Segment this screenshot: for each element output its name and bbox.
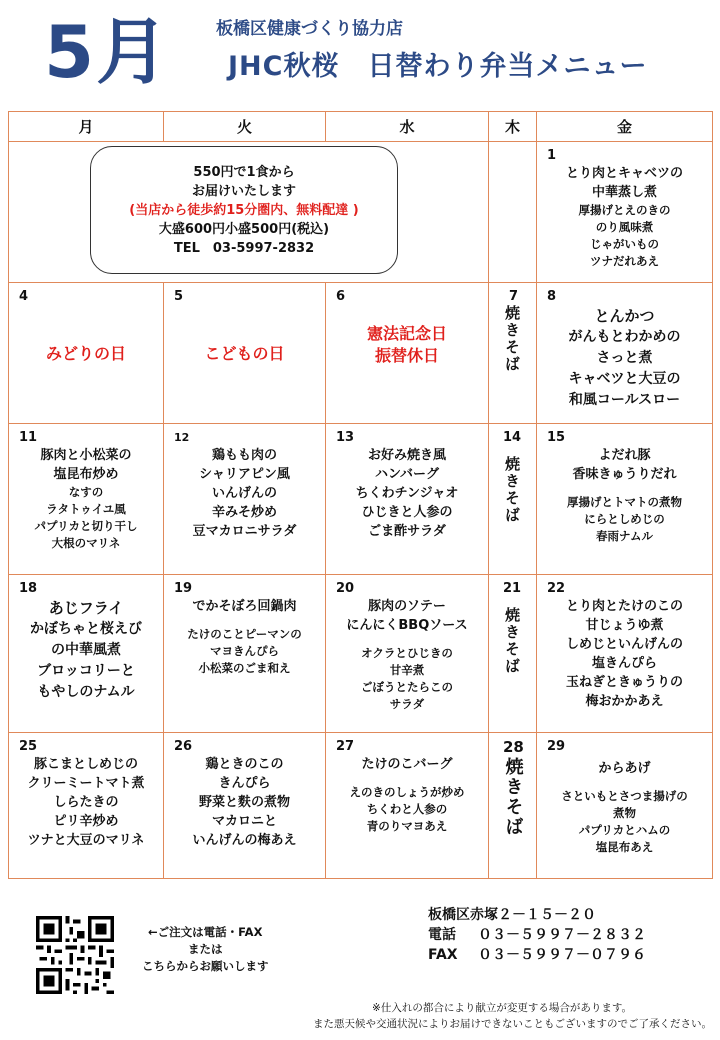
menu-item: でかそぼろ回鍋肉 <box>192 599 297 614</box>
day-menu <box>164 446 325 541</box>
day-number: 13 <box>336 430 355 445</box>
day-number: 19 <box>174 581 193 596</box>
day-number: 5 <box>174 289 184 304</box>
day-menu <box>326 597 488 713</box>
day-cell-14 <box>489 424 537 575</box>
menu-item: かぼちゃと桜えび <box>30 621 142 637</box>
order-line: または <box>188 942 223 956</box>
day-cell-19 <box>164 575 326 733</box>
day-cell-28 <box>489 733 537 879</box>
menu-item: 梅おかかあえ <box>585 694 664 709</box>
notice-line: 550円で1食から <box>193 165 295 180</box>
day-menu <box>9 755 163 850</box>
menu-item: マヨきんぴら <box>210 644 279 658</box>
day-cell-8 <box>537 283 713 424</box>
day-number: 15 <box>547 430 566 445</box>
menu-item: 甘辛煮 <box>389 663 425 677</box>
day-menu <box>9 446 163 552</box>
menu-item: 煮物 <box>613 806 636 820</box>
yakisoba-label: 焼きそば <box>502 757 524 837</box>
menu-item: ツナだれあえ <box>590 254 659 268</box>
footnote <box>313 1000 712 1032</box>
yakisoba-label: 焼きそば <box>503 607 521 675</box>
holiday-label: こどもの日 <box>204 344 285 363</box>
menu-item: いんげんの <box>211 486 277 501</box>
day-cell-6 <box>326 283 489 424</box>
weekday-tue: 火 <box>164 112 326 142</box>
fax-number: ０３－５９９７－０７９６ <box>478 947 646 963</box>
day-number: 11 <box>19 430 38 445</box>
holiday-label: 憲法記念日 <box>366 324 447 343</box>
address: 板橋区赤塚２－１５－２０ <box>428 907 596 923</box>
menu-item: 辛みそ炒め <box>211 505 277 520</box>
page-title: JHC秋桜 日替わり弁当メニュー <box>228 51 648 82</box>
day-cell-13 <box>326 424 489 575</box>
holiday-label: みどりの日 <box>45 344 126 363</box>
menu-item: 豚肉のソテー <box>368 599 446 614</box>
weekday-wed: 水 <box>326 112 489 142</box>
day-cell-4 <box>9 283 164 424</box>
day-number: 22 <box>547 581 566 596</box>
menu-item: パプリカとハムの <box>578 823 671 837</box>
menu-item: 春雨ナムル <box>596 529 653 543</box>
day-cell-25 <box>9 733 164 879</box>
menu-item: ツナと大豆のマリネ <box>27 833 145 848</box>
menu-item: とんかつ <box>594 307 655 325</box>
day-number: 25 <box>19 739 38 754</box>
yakisoba-label: 焼きそば <box>503 456 521 524</box>
menu-item: いんげんの梅あえ <box>192 833 297 848</box>
menu-item: 豚肉と小松菜の <box>40 448 132 463</box>
menu-item: もやしのナムル <box>37 684 135 700</box>
holiday-label: 振替休日 <box>374 346 439 365</box>
day-number: 21 <box>503 581 522 596</box>
notice-line: お届けいたします <box>191 184 296 199</box>
menu-item: じゃがいもの <box>590 237 659 251</box>
notice-phone: TEL 03-5997-2832 <box>173 241 315 256</box>
day-number: 20 <box>336 581 355 596</box>
menu-item: 甘じょうゆ煮 <box>585 618 664 633</box>
menu-item: ピリ辛炒め <box>53 814 119 829</box>
menu-item: キャベツと大豆の <box>568 371 681 387</box>
menu-item: 鶏ときのこの <box>205 757 284 772</box>
menu-item: 野菜と麩の煮物 <box>198 795 290 810</box>
menu-item: しめじといんげんの <box>565 637 683 652</box>
day-menu <box>537 597 712 711</box>
day-number: 28 <box>503 738 524 756</box>
menu-item: 厚揚げとえのきの <box>578 203 671 217</box>
menu-item: たけのこバーグ <box>361 757 453 772</box>
day-number: 12 <box>174 431 190 444</box>
day-number: 27 <box>336 739 355 754</box>
fax-label: FAX <box>428 947 458 963</box>
menu-item: 塩昆布あえ <box>595 840 654 854</box>
menu-item: 豆マカロニサラダ <box>192 524 297 539</box>
menu-item: サラダ <box>389 697 425 711</box>
day-menu <box>164 755 325 850</box>
day-cell-12 <box>164 424 326 575</box>
weekday-mon: 月 <box>9 112 164 142</box>
menu-item: 和風コールスロー <box>568 392 681 408</box>
menu-item: 豚こまとしめじの <box>33 757 138 772</box>
menu-item: 青のりマヨあえ <box>366 819 448 833</box>
day-cell-29 <box>537 733 713 879</box>
day-number: 26 <box>174 739 193 754</box>
order-line: こちらからお願いします <box>142 959 269 973</box>
delivery-notice <box>90 146 398 274</box>
menu-item: さっと煮 <box>596 350 653 366</box>
day-number: 7 <box>509 289 519 304</box>
subtitle: 板橋区健康づくり協力店 <box>216 19 403 39</box>
menu-item: えのきのしょうが炒め <box>349 785 465 799</box>
menu-item: の中華風煮 <box>51 642 121 658</box>
menu-item: にんにくBBQソース <box>346 618 468 633</box>
order-instructions <box>142 924 269 975</box>
menu-item: たけのことピーマンの <box>187 627 302 641</box>
menu-item: マカロニと <box>211 814 277 829</box>
menu-item: 中華蒸し煮 <box>591 185 657 200</box>
menu-item: 玉ねぎときゅうりの <box>565 675 683 690</box>
yakisoba-label: 焼きそば <box>503 305 521 373</box>
menu-item: ブロッコリーと <box>37 663 135 679</box>
menu-item: からあげ <box>598 761 651 776</box>
menu-item: なすの <box>68 485 104 499</box>
menu-item: にらとしめじの <box>584 512 665 526</box>
day-menu <box>537 759 712 856</box>
menu-item: のり風味煮 <box>595 220 654 234</box>
day-menu <box>9 597 163 703</box>
menu-item: ひじきと人参の <box>361 505 453 520</box>
menu-item: きんぴら <box>218 776 271 791</box>
day-menu <box>537 164 712 270</box>
day-cell-7 <box>489 283 537 424</box>
menu-item: シャリアピン風 <box>199 467 290 482</box>
menu-item: がんもとわかめの <box>568 329 681 345</box>
day-cell-18 <box>9 575 164 733</box>
order-line: ←ご注文は電話・FAX <box>148 925 263 939</box>
tel-label: 電話 <box>428 927 456 943</box>
menu-item: しらたきの <box>53 795 119 810</box>
day-cell-5 <box>164 283 326 424</box>
day-menu <box>537 446 712 545</box>
day-cell-27 <box>326 733 489 879</box>
day-menu <box>326 446 488 541</box>
menu-item: 塩きんぴら <box>591 656 657 671</box>
menu-item: 大根のマリネ <box>51 536 121 550</box>
day-cell-1 <box>537 142 713 283</box>
month-label: 5月 <box>44 10 171 94</box>
day-cell-15 <box>537 424 713 575</box>
weekday-fri: 金 <box>537 112 713 142</box>
menu-item: ちくわと人参の <box>366 802 448 816</box>
day-menu <box>537 305 712 411</box>
day-number: 18 <box>19 581 38 596</box>
menu-item: クリーミートマト煮 <box>27 776 145 791</box>
day-cell-11 <box>9 424 164 575</box>
day-number: 29 <box>547 739 566 754</box>
day-cell-21 <box>489 575 537 733</box>
menu-item: ごま酢サラダ <box>368 524 446 539</box>
day-number: 8 <box>547 289 557 304</box>
day-cell-empty <box>489 142 537 283</box>
tel-number: ０３－５９９７－２８３２ <box>478 927 646 943</box>
menu-item: オクラとひじきの <box>361 646 453 660</box>
menu-item: 小松菜のごま和え <box>198 661 291 675</box>
day-number: 1 <box>547 148 557 163</box>
footnote-line: ※仕入れの都合により献立が変更する場合があります。 <box>372 1002 632 1014</box>
menu-item: ちくわチンジャオ <box>355 486 459 501</box>
day-number: 14 <box>503 430 522 445</box>
day-menu <box>164 597 325 677</box>
menu-item: 鶏もも肉の <box>211 448 277 463</box>
notice-line-red: (当店から徒歩約15分圏内、無料配達 ) <box>129 203 359 218</box>
day-cell-20 <box>326 575 489 733</box>
menu-item: さといもとさつま揚げの <box>561 789 688 803</box>
day-menu <box>326 755 488 835</box>
menu-item: お好み焼き風 <box>367 448 446 463</box>
menu-item: 塩昆布炒め <box>53 467 119 482</box>
notice-line: 大盛600円小盛500円(税込) <box>158 222 330 237</box>
contact-info <box>428 905 646 965</box>
weekday-thu: 木 <box>489 112 537 142</box>
menu-item: よだれ豚 <box>598 448 651 463</box>
day-cell-22 <box>537 575 713 733</box>
day-number: 4 <box>19 289 29 304</box>
menu-item: ハンバーグ <box>374 467 440 482</box>
footnote-line: また悪天候や交通状況によりお届けできないこともございますのでご了承ください。 <box>313 1018 712 1030</box>
day-number: 6 <box>336 289 346 304</box>
menu-item: ラタトゥイユ風 <box>46 502 126 516</box>
menu-item: とり肉とキャベツの <box>565 166 683 181</box>
menu-item: 厚揚げとトマトの煮物 <box>567 495 682 509</box>
menu-item: あじフライ <box>48 599 124 617</box>
qr-code-icon[interactable] <box>36 916 114 994</box>
day-cell-26 <box>164 733 326 879</box>
menu-item: 香味きゅうりだれ <box>572 467 677 482</box>
menu-item: パプリカと切り干し <box>34 519 138 533</box>
menu-item: とり肉とたけのこの <box>565 599 683 614</box>
menu-item: ごぼうとたらこの <box>361 680 453 694</box>
